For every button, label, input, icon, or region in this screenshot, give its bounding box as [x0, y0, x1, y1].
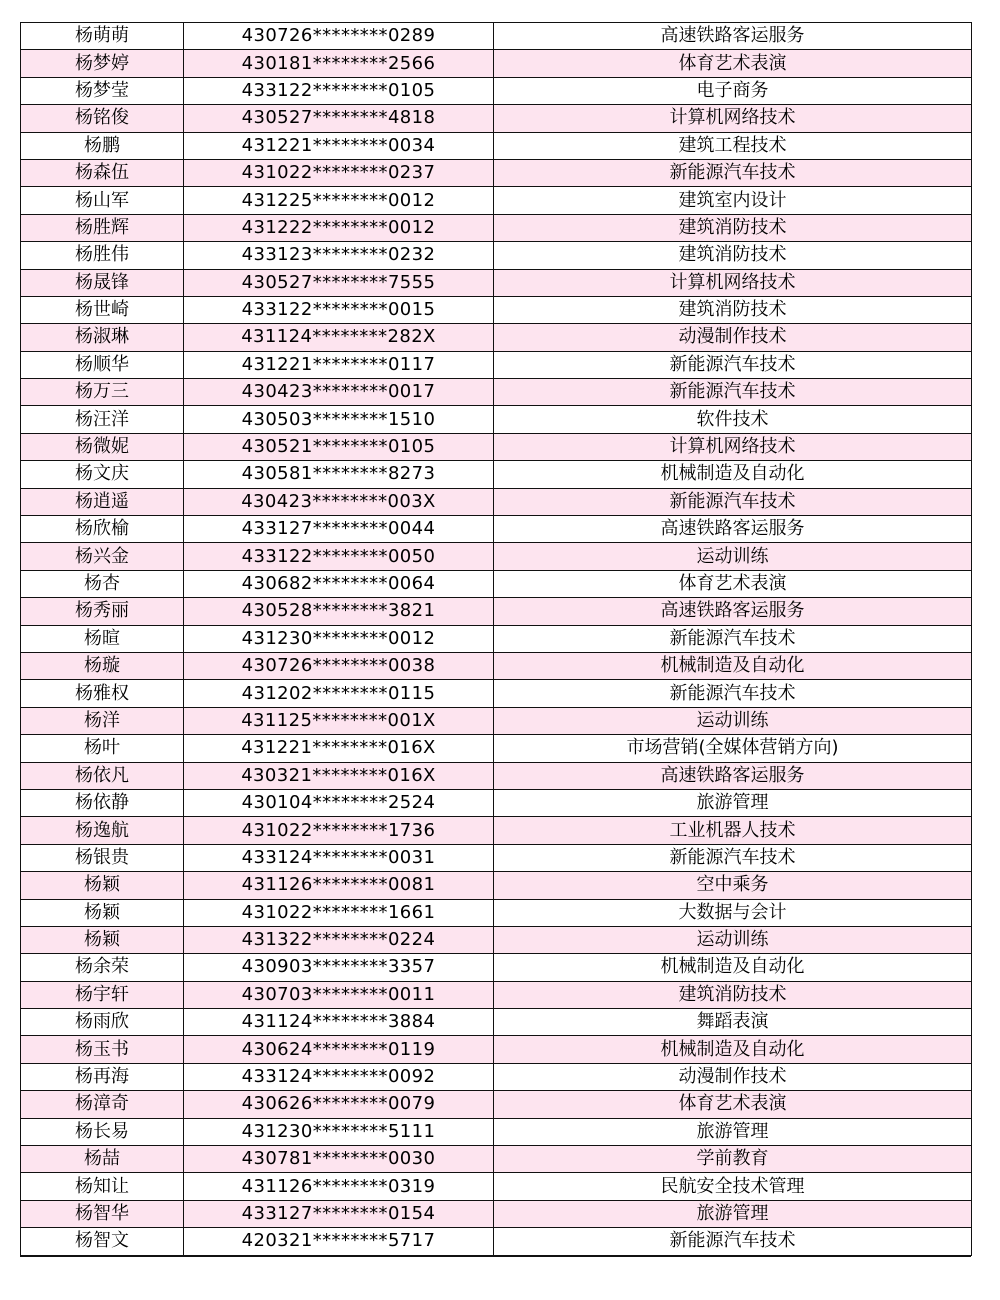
- cell-name: 杨银贵: [21, 844, 184, 871]
- cell-name: 杨文庆: [21, 461, 184, 488]
- cell-major: 建筑工程技术: [494, 132, 972, 159]
- cell-name: 杨胜辉: [21, 214, 184, 241]
- cell-id-number: 433127********0044: [184, 516, 494, 543]
- table-row: [21, 77, 972, 104]
- table-row: [21, 433, 972, 460]
- cell-id-number: 430423********003X: [184, 488, 494, 515]
- cell-name: 杨杏: [21, 570, 184, 597]
- cell-major: 运动训练: [494, 707, 972, 734]
- table-row: [21, 680, 972, 707]
- cell-name: 杨宇轩: [21, 981, 184, 1008]
- cell-name: 杨智文: [21, 1228, 184, 1255]
- cell-major: 旅游管理: [494, 1200, 972, 1227]
- cell-major: 市场营销(全媒体营销方向): [494, 735, 972, 762]
- cell-name: 杨萌萌: [21, 23, 184, 50]
- cell-id-number: 430726********0289: [184, 23, 494, 50]
- cell-major: 机械制造及自动化: [494, 954, 972, 981]
- cell-id-number: 431022********1661: [184, 899, 494, 926]
- cell-id-number: 430503********1510: [184, 406, 494, 433]
- cell-name: 杨颖: [21, 926, 184, 953]
- cell-id-number: 431126********0319: [184, 1173, 494, 1200]
- cell-name: 杨兴金: [21, 543, 184, 570]
- cell-major: 计算机网络技术: [494, 433, 972, 460]
- table-row: [21, 1063, 972, 1090]
- cell-id-number: 430703********0011: [184, 981, 494, 1008]
- cell-name: 杨玉书: [21, 1036, 184, 1063]
- cell-id-number: 431322********0224: [184, 926, 494, 953]
- cell-id-number: 431125********001X: [184, 707, 494, 734]
- cell-id-number: 430626********0079: [184, 1091, 494, 1118]
- cell-name: 杨晟锋: [21, 269, 184, 296]
- cell-major: 新能源汽车技术: [494, 379, 972, 406]
- table-row: [21, 707, 972, 734]
- cell-id-number: 430781********0030: [184, 1146, 494, 1173]
- cell-major: 大数据与会计: [494, 899, 972, 926]
- roster-table: [20, 22, 972, 1256]
- cell-major: 计算机网络技术: [494, 269, 972, 296]
- cell-major: 旅游管理: [494, 1118, 972, 1145]
- cell-major: 运动训练: [494, 543, 972, 570]
- cell-name: 杨颖: [21, 899, 184, 926]
- cell-name: 杨颖: [21, 872, 184, 899]
- cell-major: 舞蹈表演: [494, 1009, 972, 1036]
- cell-id-number: 433122********0015: [184, 296, 494, 323]
- cell-id-number: 431221********016X: [184, 735, 494, 762]
- cell-id-number: 420321********5717: [184, 1228, 494, 1255]
- cell-major: 高速铁路客运服务: [494, 23, 972, 50]
- cell-name: 杨逸航: [21, 817, 184, 844]
- cell-id-number: 433122********0050: [184, 543, 494, 570]
- cell-id-number: 431222********0012: [184, 214, 494, 241]
- table-row: [21, 625, 972, 652]
- cell-major: 建筑消防技术: [494, 981, 972, 1008]
- cell-name: 杨漳奇: [21, 1091, 184, 1118]
- cell-name: 杨秀丽: [21, 598, 184, 625]
- cell-id-number: 431230********0012: [184, 625, 494, 652]
- cell-major: 新能源汽车技术: [494, 159, 972, 186]
- cell-id-number: 433127********0154: [184, 1200, 494, 1227]
- cell-id-number: 430527********7555: [184, 269, 494, 296]
- table-row: [21, 1173, 972, 1200]
- cell-name: 杨淑琳: [21, 324, 184, 351]
- cell-name: 杨森伍: [21, 159, 184, 186]
- cell-major: 工业机器人技术: [494, 817, 972, 844]
- cell-name: 杨胜伟: [21, 242, 184, 269]
- table-row: [21, 789, 972, 816]
- table-row: [21, 762, 972, 789]
- cell-name: 杨欣榆: [21, 516, 184, 543]
- cell-major: 体育艺术表演: [494, 570, 972, 597]
- cell-name: 杨喆: [21, 1146, 184, 1173]
- table-row: [21, 817, 972, 844]
- cell-major: 高速铁路客运服务: [494, 762, 972, 789]
- table-row: [21, 570, 972, 597]
- table-row: [21, 50, 972, 77]
- cell-id-number: 430581********8273: [184, 461, 494, 488]
- cell-major: 高速铁路客运服务: [494, 516, 972, 543]
- table-row: [21, 899, 972, 926]
- table-row: [21, 652, 972, 679]
- cell-major: 电子商务: [494, 77, 972, 104]
- table-row: [21, 214, 972, 241]
- table-row: [21, 1146, 972, 1173]
- cell-major: 空中乘务: [494, 872, 972, 899]
- cell-name: 杨智华: [21, 1200, 184, 1227]
- cell-name: 杨山军: [21, 187, 184, 214]
- table-row: [21, 132, 972, 159]
- table-row: [21, 1118, 972, 1145]
- cell-name: 杨铭俊: [21, 105, 184, 132]
- cell-name: 杨暄: [21, 625, 184, 652]
- table-row: [21, 516, 972, 543]
- cell-major: 动漫制作技术: [494, 324, 972, 351]
- cell-id-number: 431230********5111: [184, 1118, 494, 1145]
- cell-name: 杨顺华: [21, 351, 184, 378]
- cell-major: 建筑消防技术: [494, 296, 972, 323]
- cell-major: 新能源汽车技术: [494, 625, 972, 652]
- table-row: [21, 242, 972, 269]
- table-row: [21, 1009, 972, 1036]
- table-row: [21, 23, 972, 50]
- cell-major: 机械制造及自动化: [494, 1036, 972, 1063]
- cell-id-number: 431221********0034: [184, 132, 494, 159]
- cell-id-number: 430423********0017: [184, 379, 494, 406]
- cell-id-number: 430104********2524: [184, 789, 494, 816]
- cell-name: 杨梦婷: [21, 50, 184, 77]
- cell-id-number: 430321********016X: [184, 762, 494, 789]
- table-row: [21, 406, 972, 433]
- table-row: [21, 844, 972, 871]
- cell-major: 新能源汽车技术: [494, 351, 972, 378]
- cell-major: 动漫制作技术: [494, 1063, 972, 1090]
- cell-id-number: 430181********2566: [184, 50, 494, 77]
- cell-major: 民航安全技术管理: [494, 1173, 972, 1200]
- table-row: [21, 1091, 972, 1118]
- cell-id-number: 431124********282X: [184, 324, 494, 351]
- cell-id-number: 433123********0232: [184, 242, 494, 269]
- table-row: [21, 1200, 972, 1227]
- table-row: [21, 954, 972, 981]
- cell-major: 新能源汽车技术: [494, 844, 972, 871]
- cell-id-number: 430624********0119: [184, 1036, 494, 1063]
- cell-id-number: 431022********0237: [184, 159, 494, 186]
- cell-id-number: 431225********0012: [184, 187, 494, 214]
- cell-major: 体育艺术表演: [494, 1091, 972, 1118]
- cell-name: 杨璇: [21, 652, 184, 679]
- cell-major: 体育艺术表演: [494, 50, 972, 77]
- cell-name: 杨长易: [21, 1118, 184, 1145]
- cell-major: 计算机网络技术: [494, 105, 972, 132]
- cell-id-number: 430527********4818: [184, 105, 494, 132]
- cell-major: 建筑消防技术: [494, 214, 972, 241]
- cell-major: 机械制造及自动化: [494, 652, 972, 679]
- cell-id-number: 433122********0105: [184, 77, 494, 104]
- table-row: [21, 296, 972, 323]
- cell-major: 建筑消防技术: [494, 242, 972, 269]
- table-row: [21, 351, 972, 378]
- cell-id-number: 433124********0092: [184, 1063, 494, 1090]
- cell-major: 机械制造及自动化: [494, 461, 972, 488]
- table-row: [21, 379, 972, 406]
- cell-id-number: 431022********1736: [184, 817, 494, 844]
- cell-name: 杨万三: [21, 379, 184, 406]
- cell-name: 杨洋: [21, 707, 184, 734]
- cell-major: 建筑室内设计: [494, 187, 972, 214]
- cell-major: 学前教育: [494, 1146, 972, 1173]
- cell-major: 软件技术: [494, 406, 972, 433]
- cell-id-number: 430726********0038: [184, 652, 494, 679]
- cell-id-number: 431221********0117: [184, 351, 494, 378]
- cell-id-number: 430682********0064: [184, 570, 494, 597]
- cell-name: 杨世崎: [21, 296, 184, 323]
- table-row: [21, 488, 972, 515]
- cell-name: 杨汪洋: [21, 406, 184, 433]
- cell-name: 杨梦莹: [21, 77, 184, 104]
- table-row: [21, 159, 972, 186]
- table-row: [21, 981, 972, 1008]
- cell-name: 杨知让: [21, 1173, 184, 1200]
- cell-major: 新能源汽车技术: [494, 488, 972, 515]
- roster-table-body: [21, 23, 972, 1256]
- table-row: [21, 872, 972, 899]
- table-row: [21, 187, 972, 214]
- cell-name: 杨依静: [21, 789, 184, 816]
- cell-name: 杨微妮: [21, 433, 184, 460]
- cell-id-number: 431202********0115: [184, 680, 494, 707]
- table-bottom-rule: [20, 1255, 971, 1257]
- cell-name: 杨余荣: [21, 954, 184, 981]
- cell-major: 高速铁路客运服务: [494, 598, 972, 625]
- table-row: [21, 543, 972, 570]
- table-row: [21, 598, 972, 625]
- cell-id-number: 431124********3884: [184, 1009, 494, 1036]
- cell-id-number: 430903********3357: [184, 954, 494, 981]
- table-row: [21, 1228, 972, 1255]
- table-row: [21, 324, 972, 351]
- cell-name: 杨再海: [21, 1063, 184, 1090]
- table-row: [21, 1036, 972, 1063]
- cell-major: 新能源汽车技术: [494, 680, 972, 707]
- cell-major: 旅游管理: [494, 789, 972, 816]
- table-row: [21, 461, 972, 488]
- table-row: [21, 269, 972, 296]
- table-row: [21, 735, 972, 762]
- cell-name: 杨逍遥: [21, 488, 184, 515]
- cell-major: 运动训练: [494, 926, 972, 953]
- cell-name: 杨叶: [21, 735, 184, 762]
- cell-id-number: 431126********0081: [184, 872, 494, 899]
- table-row: [21, 105, 972, 132]
- cell-id-number: 430528********3821: [184, 598, 494, 625]
- cell-name: 杨依凡: [21, 762, 184, 789]
- cell-name: 杨鹏: [21, 132, 184, 159]
- cell-name: 杨雅权: [21, 680, 184, 707]
- table-row: [21, 926, 972, 953]
- cell-id-number: 433124********0031: [184, 844, 494, 871]
- cell-name: 杨雨欣: [21, 1009, 184, 1036]
- cell-id-number: 430521********0105: [184, 433, 494, 460]
- cell-major: 新能源汽车技术: [494, 1228, 972, 1255]
